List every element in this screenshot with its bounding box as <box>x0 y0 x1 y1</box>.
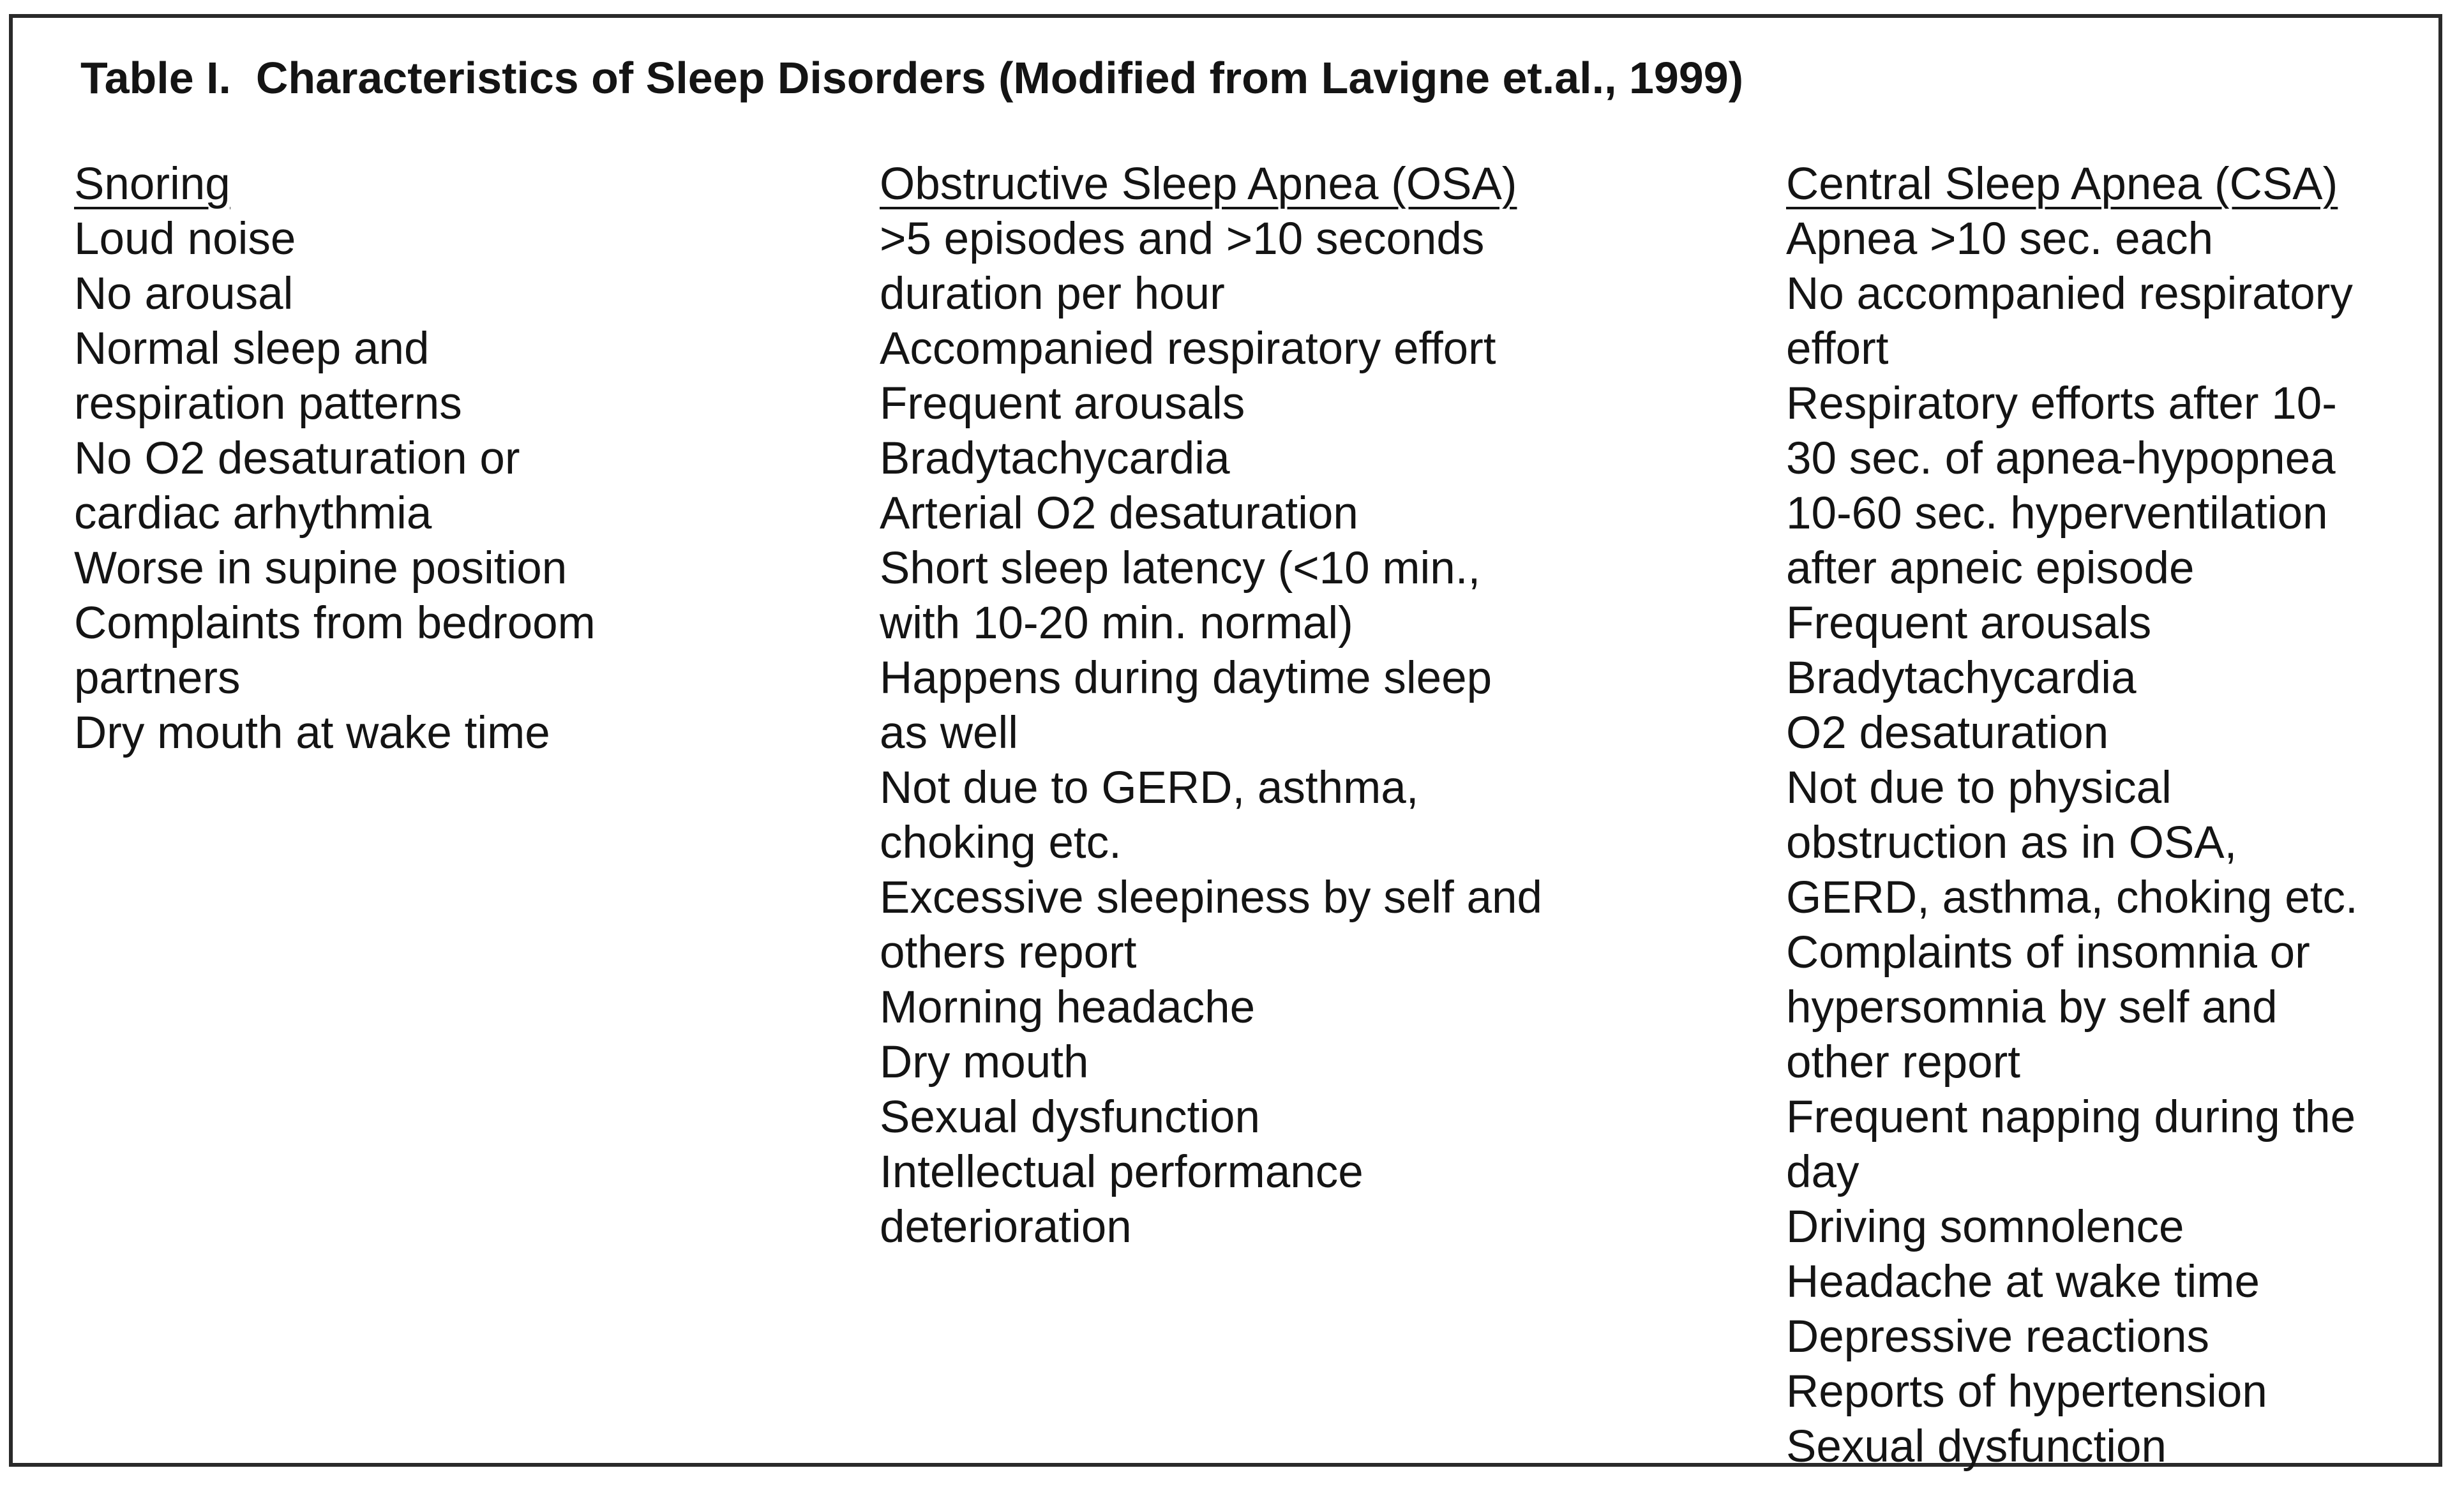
column-list-csa <box>1786 212 2358 1474</box>
characteristic-line: deterioration <box>880 1202 1132 1252</box>
column-list-osa <box>880 212 1542 1255</box>
characteristic-line: Accompanied respiratory effort <box>880 324 1496 374</box>
characteristic-line: Normal sleep and <box>74 324 430 374</box>
characteristic-line: Short sleep latency (<10 min., <box>880 543 1481 594</box>
characteristic-line: Excessive sleepiness by self and <box>880 873 1542 923</box>
characteristic-line: day <box>1786 1147 1859 1197</box>
characteristic-line: cardiac arhythmia <box>74 488 432 539</box>
characteristic-line: Complaints from bedroom <box>74 598 596 648</box>
characteristic-line: choking etc. <box>880 818 1122 868</box>
characteristic-line: Arterial O2 desaturation <box>880 488 1358 539</box>
characteristic-line: No O2 desaturation or <box>74 433 520 484</box>
characteristic-line: 30 sec. of apnea-hypopnea <box>1786 433 2336 484</box>
characteristic-line: Apnea >10 sec. each <box>1786 214 2214 264</box>
characteristic-line: Frequent arousals <box>1786 598 2152 648</box>
column-csa <box>1786 157 2358 1474</box>
characteristic-line: Respiratory efforts after 10- <box>1786 378 2337 429</box>
characteristic-line: Intellectual performance <box>880 1147 1363 1197</box>
characteristic-line: partners <box>74 653 241 703</box>
column-heading-csa: Central Sleep Apnea (CSA) <box>1786 159 2338 209</box>
column-snoring <box>74 157 596 761</box>
characteristic-line: No arousal <box>74 269 294 319</box>
characteristic-line: duration per hour <box>880 269 1225 319</box>
characteristic-line: Loud noise <box>74 214 296 264</box>
characteristic-line: Depressive reactions <box>1786 1312 2209 1362</box>
characteristic-line: GERD, asthma, choking etc. <box>1786 873 2358 923</box>
characteristic-line: Sexual dysfunction <box>880 1092 1260 1143</box>
characteristic-line: Complaints of insomnia or <box>1786 927 2310 978</box>
characteristic-line: after apneic episode <box>1786 543 2195 594</box>
characteristic-line: Dry mouth at wake time <box>74 708 550 758</box>
column-heading-osa: Obstructive Sleep Apnea (OSA) <box>880 159 1517 209</box>
characteristic-line: Sexual dysfunction <box>1786 1421 2167 1472</box>
characteristic-line: respiration patterns <box>74 378 462 429</box>
characteristic-line: others report <box>880 927 1137 978</box>
column-osa <box>880 157 1542 1255</box>
characteristic-line: Driving somnolence <box>1786 1202 2184 1252</box>
characteristic-line: Morning headache <box>880 982 1256 1033</box>
characteristic-line: obstruction as in OSA, <box>1786 818 2237 868</box>
characteristic-line: No accompanied respiratory <box>1786 269 2353 319</box>
characteristic-line: O2 desaturation <box>1786 708 2109 758</box>
characteristic-line: 10-60 sec. hyperventilation <box>1786 488 2328 539</box>
characteristic-line: Frequent arousals <box>880 378 1245 429</box>
characteristic-line: hypersomnia by self and <box>1786 982 2278 1033</box>
table-caption: Table I. Characteristics of Sleep Disorders (Modified from Lavigne et.al., 1999) <box>80 53 1744 103</box>
characteristic-line: Dry mouth <box>880 1037 1089 1088</box>
characteristic-line: Happens during daytime sleep <box>880 653 1492 703</box>
characteristic-line: as well <box>880 708 1019 758</box>
characteristic-line: effort <box>1786 324 1889 374</box>
column-heading-snoring: Snoring <box>74 159 230 209</box>
characteristic-line: other report <box>1786 1037 2021 1088</box>
characteristic-line: Bradytachycardia <box>1786 653 2137 703</box>
characteristic-line: Reports of hypertension <box>1786 1367 2267 1417</box>
characteristic-line: Not due to GERD, asthma, <box>880 763 1419 813</box>
characteristic-line: Headache at wake time <box>1786 1257 2260 1307</box>
characteristic-line: >5 episodes and >10 seconds <box>880 214 1485 264</box>
characteristic-line: with 10-20 min. normal) <box>880 598 1353 648</box>
characteristic-line: Worse in supine position <box>74 543 567 594</box>
column-list-snoring <box>74 212 596 761</box>
characteristic-line: Bradytachycardia <box>880 433 1230 484</box>
characteristic-line: Frequent napping during the <box>1786 1092 2356 1143</box>
characteristic-line: Not due to physical <box>1786 763 2172 813</box>
